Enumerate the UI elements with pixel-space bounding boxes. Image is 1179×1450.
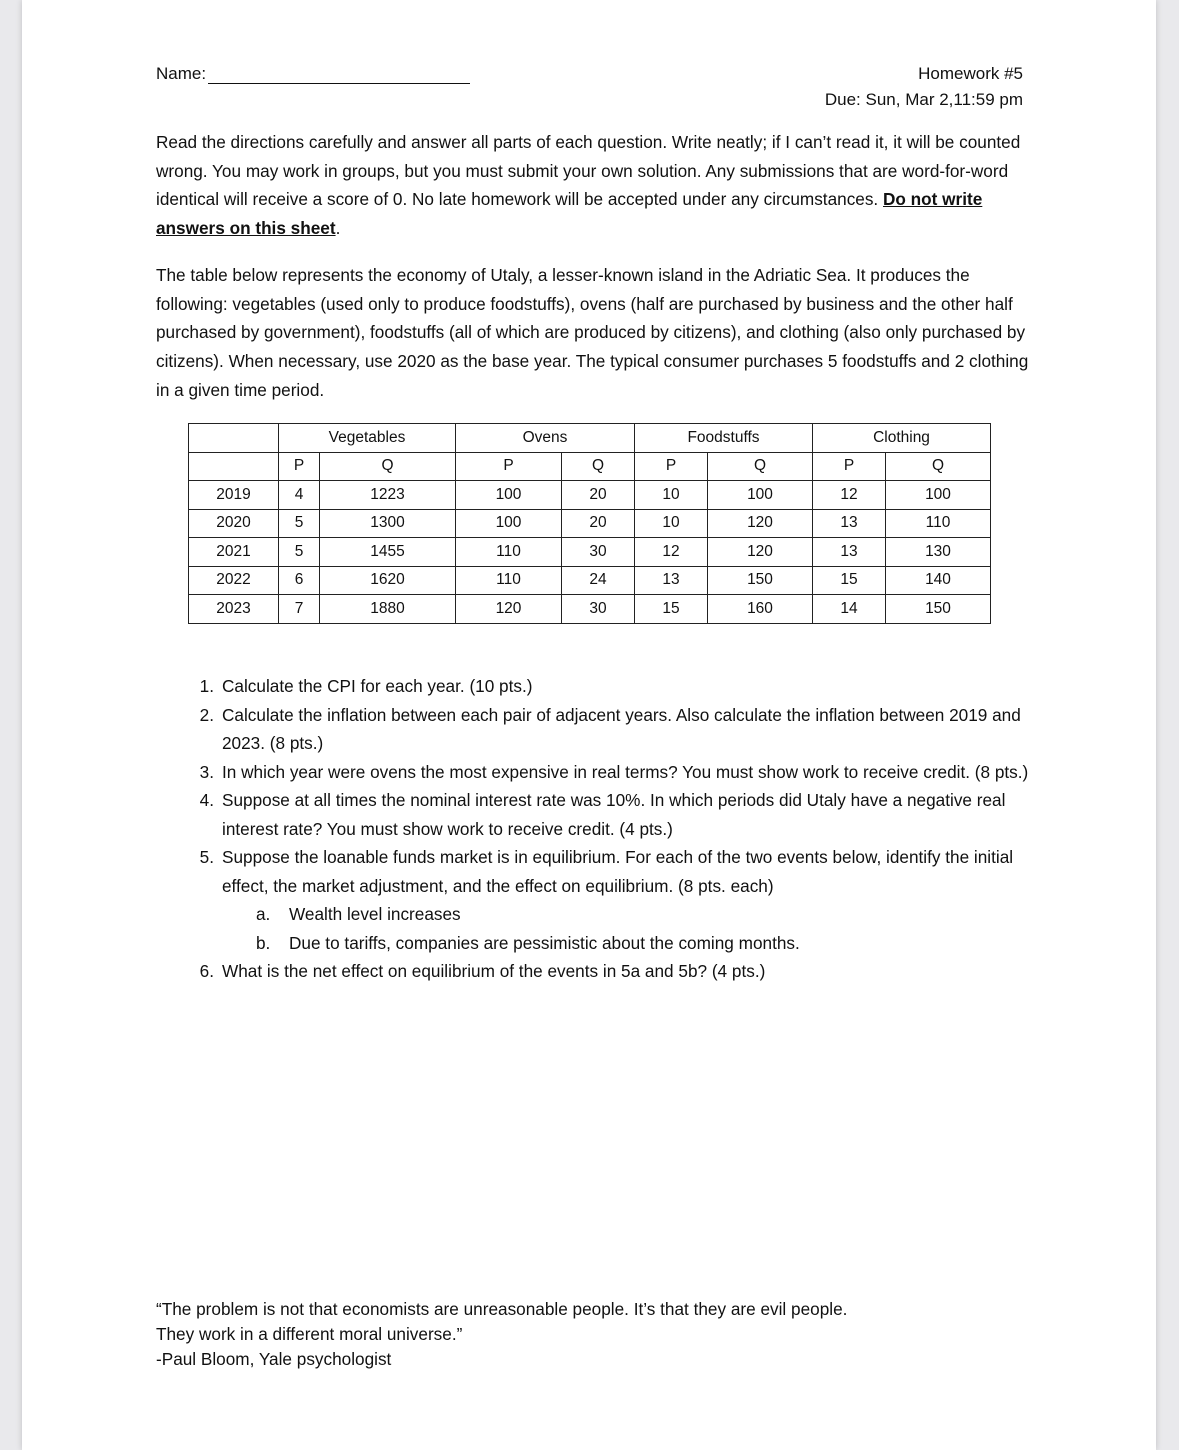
cell: 20: [562, 481, 635, 510]
header-q: Q: [320, 452, 456, 481]
question-text: Calculate the CPI for each year. (10 pts.): [222, 676, 533, 696]
due-date: Due: Sun, Mar 2,11:59 pm: [824, 90, 1023, 109]
cell: 1223: [320, 481, 456, 510]
question-item: [199, 786, 1042, 843]
question-text: Suppose at all times the nominal interest rate was 10%. In which periods did Utaly have a negative real interest rate? You must show work to receive credit. (4 pts.): [222, 790, 1006, 839]
cell: 20: [562, 509, 635, 538]
cell: 7: [279, 595, 320, 624]
directions-paragraph: [156, 128, 1036, 243]
closing-quote: [156, 1297, 847, 1372]
directions-emphasis: Do not write answers on this sheet: [156, 189, 983, 239]
name-blank-line: [208, 65, 470, 84]
cell: 30: [562, 538, 635, 567]
table-corner-cell: [189, 424, 279, 453]
year-cell: 2022: [189, 566, 279, 595]
quote-line-1: “The problem is not that economists are unreasonable people. It’s that they are evil people.: [156, 1299, 848, 1319]
question-item: [199, 701, 1042, 758]
cell: 5: [279, 509, 320, 538]
year-cell: 2019: [189, 481, 279, 510]
table-header-goods: [189, 424, 991, 453]
header-foodstuffs: Foodstuffs: [635, 424, 813, 453]
header-q: Q: [886, 452, 991, 481]
cell: 10: [635, 481, 708, 510]
year-cell: 2023: [189, 595, 279, 624]
economy-table: [188, 423, 991, 624]
header-p: P: [813, 452, 886, 481]
cell: 100: [708, 481, 813, 510]
cell: 4: [279, 481, 320, 510]
cell: 13: [813, 538, 886, 567]
subquestion-text: Due to tariffs, companies are pessimistic about the coming months.: [289, 932, 800, 953]
cell: 6: [279, 566, 320, 595]
cell: 110: [456, 566, 562, 595]
quote-author: -Paul Bloom, Yale psychologist: [156, 1349, 392, 1369]
name-field: [156, 64, 470, 84]
header-p: P: [635, 452, 708, 481]
cell: 160: [708, 595, 813, 624]
cell: 120: [708, 538, 813, 567]
cell: 100: [886, 481, 991, 510]
cell: 130: [886, 538, 991, 567]
header-p: P: [456, 452, 562, 481]
subquestion-item: [222, 929, 1042, 958]
subquestion-text: Wealth level increases: [289, 904, 461, 924]
cell: 10: [635, 509, 708, 538]
question-number: 6.: [199, 961, 214, 981]
header-q: Q: [562, 452, 635, 481]
table-row: [189, 566, 991, 595]
question-number: 5.: [199, 847, 214, 867]
cell: 12: [813, 481, 886, 510]
cell: 1620: [320, 566, 456, 595]
cell: 14: [813, 595, 886, 624]
cell: 100: [456, 481, 562, 510]
cell: 1300: [320, 509, 456, 538]
question-list: [199, 672, 1042, 986]
cell: 110: [456, 538, 562, 567]
subquestion-item: [222, 900, 1042, 929]
cell: 1880: [320, 595, 456, 624]
table-row: [189, 538, 991, 567]
directions-text: Read the directions carefully and answer all parts of each question. Write neatly; if I can’t read it, it will be counted wrong. You may work in groups, but you must submit your own solution. Any submissions that are word-for-word identical will receive a score of 0. No late homework will be accepted under any circumstances.: [156, 132, 1021, 210]
question-number: 1.: [199, 676, 214, 696]
subquestion-letter: b.: [256, 932, 271, 953]
cell: 15: [813, 566, 886, 595]
cell: 110: [886, 509, 991, 538]
header-q: Q: [708, 452, 813, 481]
year-cell: 2020: [189, 509, 279, 538]
question-text: What is the net effect on equilibrium of the events in 5a and 5b? (4 pts.): [222, 961, 766, 981]
cell: 150: [708, 566, 813, 595]
table-row: [189, 481, 991, 510]
question-text: Suppose the loanable funds market is in equilibrium. For each of the two events below, identify the initial effect, the market adjustment, and the effect on equilibrium. (8 pts. each): [222, 847, 1014, 896]
question-number: 3.: [199, 761, 214, 782]
table-header-pq: [189, 452, 991, 481]
question-number: 2.: [199, 704, 214, 725]
header-vegetables: Vegetables: [279, 424, 456, 453]
question-text: In which year were ovens the most expensive in real terms? You must show work to receive credit. (8 pts.): [222, 761, 1029, 782]
year-cell: 2021: [189, 538, 279, 567]
cell: 24: [562, 566, 635, 595]
header-ovens: Ovens: [456, 424, 635, 453]
homework-title: Homework #5: [918, 64, 1023, 83]
name-label: Name:: [156, 64, 207, 83]
cell: 30: [562, 595, 635, 624]
cell: 120: [456, 595, 562, 624]
table-row: [189, 595, 991, 624]
cell: 150: [886, 595, 991, 624]
year-header-cell: [189, 452, 279, 481]
cell: 1455: [320, 538, 456, 567]
cell: 100: [456, 509, 562, 538]
header-clothing: Clothing: [813, 424, 991, 453]
cell: 12: [635, 538, 708, 567]
cell: 120: [708, 509, 813, 538]
quote-line-2: They work in a different moral universe.”: [156, 1324, 463, 1344]
cell: 5: [279, 538, 320, 567]
table-row: [189, 509, 991, 538]
question-item: [199, 758, 1042, 787]
cell: 15: [635, 595, 708, 624]
cell: 140: [886, 566, 991, 595]
question-number: 4.: [199, 790, 214, 810]
cell: 13: [813, 509, 886, 538]
header-p: P: [279, 452, 320, 481]
question-item: [199, 843, 1042, 900]
directions-trail: .: [335, 218, 341, 239]
question-item: [199, 957, 1042, 986]
subquestion-letter: a.: [256, 904, 271, 924]
homework-page: [22, 0, 1156, 1450]
scenario-paragraph: The table below represents the economy of Utaly, a lesser-known island in the Adriatic Sea. It produces the following: vegetables (used only to produce foodstuffs), ovens (half are purchased by business and the other half purchased by government), foodstuffs (all of which are produced by citizens), and clothing (also only purchased by citizens). When necessary, use 2020 as the base year. The typical consumer purchases 5 foodstuffs and 2 clothing in a given time period.: [156, 265, 1029, 400]
question-item: [199, 672, 1042, 701]
cell: 13: [635, 566, 708, 595]
question-text: Calculate the inflation between each pair of adjacent years. Also calculate the inflation between 2019 and 2023. (8 pts.): [222, 704, 1021, 753]
